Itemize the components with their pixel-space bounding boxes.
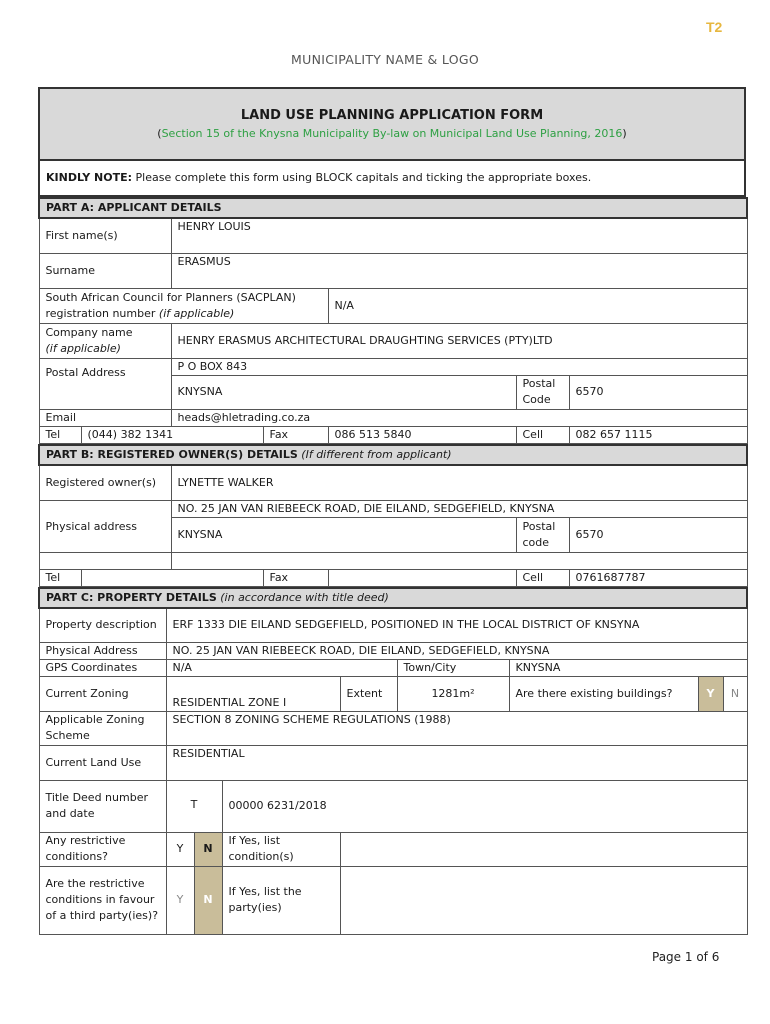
third-party-label: Are the restrictive conditions in favour of a third party(ies)?: [39, 866, 166, 934]
company-field[interactable]: HENRY ERASMUS ARCHITECTURAL DRAUGHTING SERVICES (PTY)LTD: [171, 323, 747, 358]
third-party-list-label: If Yes, list the party(ies): [222, 866, 340, 934]
owner-postal-code-field[interactable]: 6570: [569, 518, 747, 553]
restrictive-list-field[interactable]: [340, 832, 747, 866]
first-name-field[interactable]: HENRY LOUIS: [171, 218, 747, 253]
property-physical-label: Physical Address: [39, 642, 166, 659]
existing-yes-checkbox[interactable]: Y: [698, 676, 723, 711]
kindly-note: KINDLY NOTE: Please complete this form using BLOCK capitals and ticking the appropriate boxes.: [39, 160, 745, 196]
postal-code-field[interactable]: 6570: [569, 375, 747, 409]
owner-field[interactable]: LYNETTE WALKER: [171, 465, 747, 501]
owner-tel-field[interactable]: [81, 570, 263, 587]
form-subtitle: (Section 15 of the Knysna Municipality By-law on Municipal Land Use Planning, 2016): [157, 127, 627, 140]
existing-no-checkbox[interactable]: N: [723, 676, 747, 711]
owner-label: Registered owner(s): [39, 465, 171, 501]
gps-field[interactable]: N/A: [166, 659, 397, 676]
third-party-list-field[interactable]: [340, 866, 747, 934]
gps-label: GPS Coordinates: [39, 659, 166, 676]
zoning-label: Current Zoning: [39, 676, 166, 711]
scheme-label: Applicable Zoning Scheme: [39, 711, 166, 745]
extent-label: Extent: [340, 676, 397, 711]
fax-label: Fax: [263, 426, 328, 443]
part-a-table: [38, 197, 748, 444]
restrictive-list-label: If Yes, list condition(s): [222, 832, 340, 866]
email-field[interactable]: heads@hletrading.co.za: [171, 409, 747, 426]
form-header-table: [38, 87, 746, 197]
title-deed-field[interactable]: 00000 6231/2018: [222, 780, 747, 832]
page-number: Page 1 of 6: [652, 950, 720, 964]
restrictive-label: Any restrictive conditions?: [39, 832, 166, 866]
third-party-yes-checkbox[interactable]: Y: [166, 866, 194, 934]
owner-physical-line1[interactable]: NO. 25 JAN VAN RIEBEECK ROAD, DIE EILAND, SEDGEFIELD, KNYSNA: [171, 501, 747, 518]
existing-buildings-label: Are there existing buildings?: [509, 676, 698, 711]
surname-field[interactable]: ERASMUS: [171, 253, 747, 288]
third-party-no-checkbox[interactable]: N: [194, 866, 222, 934]
town-label: Town/City: [397, 659, 509, 676]
fax-field[interactable]: 086 513 5840: [328, 426, 516, 443]
landuse-label: Current Land Use: [39, 745, 166, 780]
owner-blank-label: [39, 553, 171, 570]
owner-physical-line2[interactable]: KNYSNA: [171, 518, 516, 553]
property-desc-field[interactable]: ERF 1333 DIE EILAND SEDGEFIELD, POSITIONED IN THE LOCAL DISTRICT OF KNSYNA: [166, 608, 747, 642]
cell-field[interactable]: 082 657 1115: [569, 426, 747, 443]
owner-cell-field[interactable]: 0761687787: [569, 570, 747, 587]
part-c-table: [38, 587, 748, 935]
landuse-field[interactable]: RESIDENTIAL: [166, 745, 747, 780]
email-label: Email: [39, 409, 171, 426]
owner-fax-field[interactable]: [328, 570, 516, 587]
owner-fax-label: Fax: [263, 570, 328, 587]
cell-label: Cell: [516, 426, 569, 443]
owner-cell-label: Cell: [516, 570, 569, 587]
municipality-header: MUNICIPALITY NAME & LOGO: [291, 52, 479, 67]
restrictive-yes-checkbox[interactable]: Y: [166, 832, 194, 866]
owner-postal-code-label: Postal code: [516, 518, 569, 553]
extent-field[interactable]: 1281m²: [397, 676, 509, 711]
property-desc-label: Property description: [39, 608, 166, 642]
owner-physical-label: Physical address: [39, 501, 171, 553]
restrictive-no-checkbox[interactable]: N: [194, 832, 222, 866]
owner-tel-label: Tel: [39, 570, 81, 587]
zoning-field[interactable]: RESIDENTIAL ZONE I: [166, 676, 340, 711]
part-c-heading: PART C: PROPERTY DETAILS (in accordance with title deed): [39, 588, 747, 608]
postal-code-label: Postal Code: [516, 375, 569, 409]
tel-label: Tel: [39, 426, 81, 443]
application-form: [38, 87, 746, 935]
company-label: Company name (if applicable): [39, 323, 171, 358]
surname-label: Surname: [39, 253, 171, 288]
postal-address-line1[interactable]: P O BOX 843: [171, 358, 747, 375]
part-a-heading: PART A: APPLICANT DETAILS: [39, 198, 747, 218]
sacplan-label: South African Council for Planners (SACPLAN) registration number (if applicable): [39, 288, 328, 323]
page-tag: T2: [706, 19, 723, 35]
scheme-field[interactable]: SECTION 8 ZONING SCHEME REGULATIONS (1988): [166, 711, 747, 745]
title-deed-label: Title Deed number and date: [39, 780, 166, 832]
form-title-block: [39, 88, 745, 160]
tel-field[interactable]: (044) 382 1341: [81, 426, 263, 443]
postal-address-line2[interactable]: KNYSNA: [171, 375, 516, 409]
town-field[interactable]: KNYSNA: [509, 659, 747, 676]
first-name-label: First name(s): [39, 218, 171, 253]
sacplan-field[interactable]: N/A: [328, 288, 747, 323]
property-physical-field[interactable]: NO. 25 JAN VAN RIEBEECK ROAD, DIE EILAND, SEDGEFIELD, KNYSNA: [166, 642, 747, 659]
form-title: LAND USE PLANNING APPLICATION FORM: [240, 108, 544, 123]
part-b-heading: PART B: REGISTERED OWNER(S) DETAILS (If different from applicant): [39, 445, 747, 465]
title-deed-prefix[interactable]: T: [166, 780, 222, 832]
part-b-table: [38, 444, 748, 588]
postal-address-label: Postal Address: [39, 358, 171, 409]
owner-blank-field[interactable]: [171, 553, 747, 570]
